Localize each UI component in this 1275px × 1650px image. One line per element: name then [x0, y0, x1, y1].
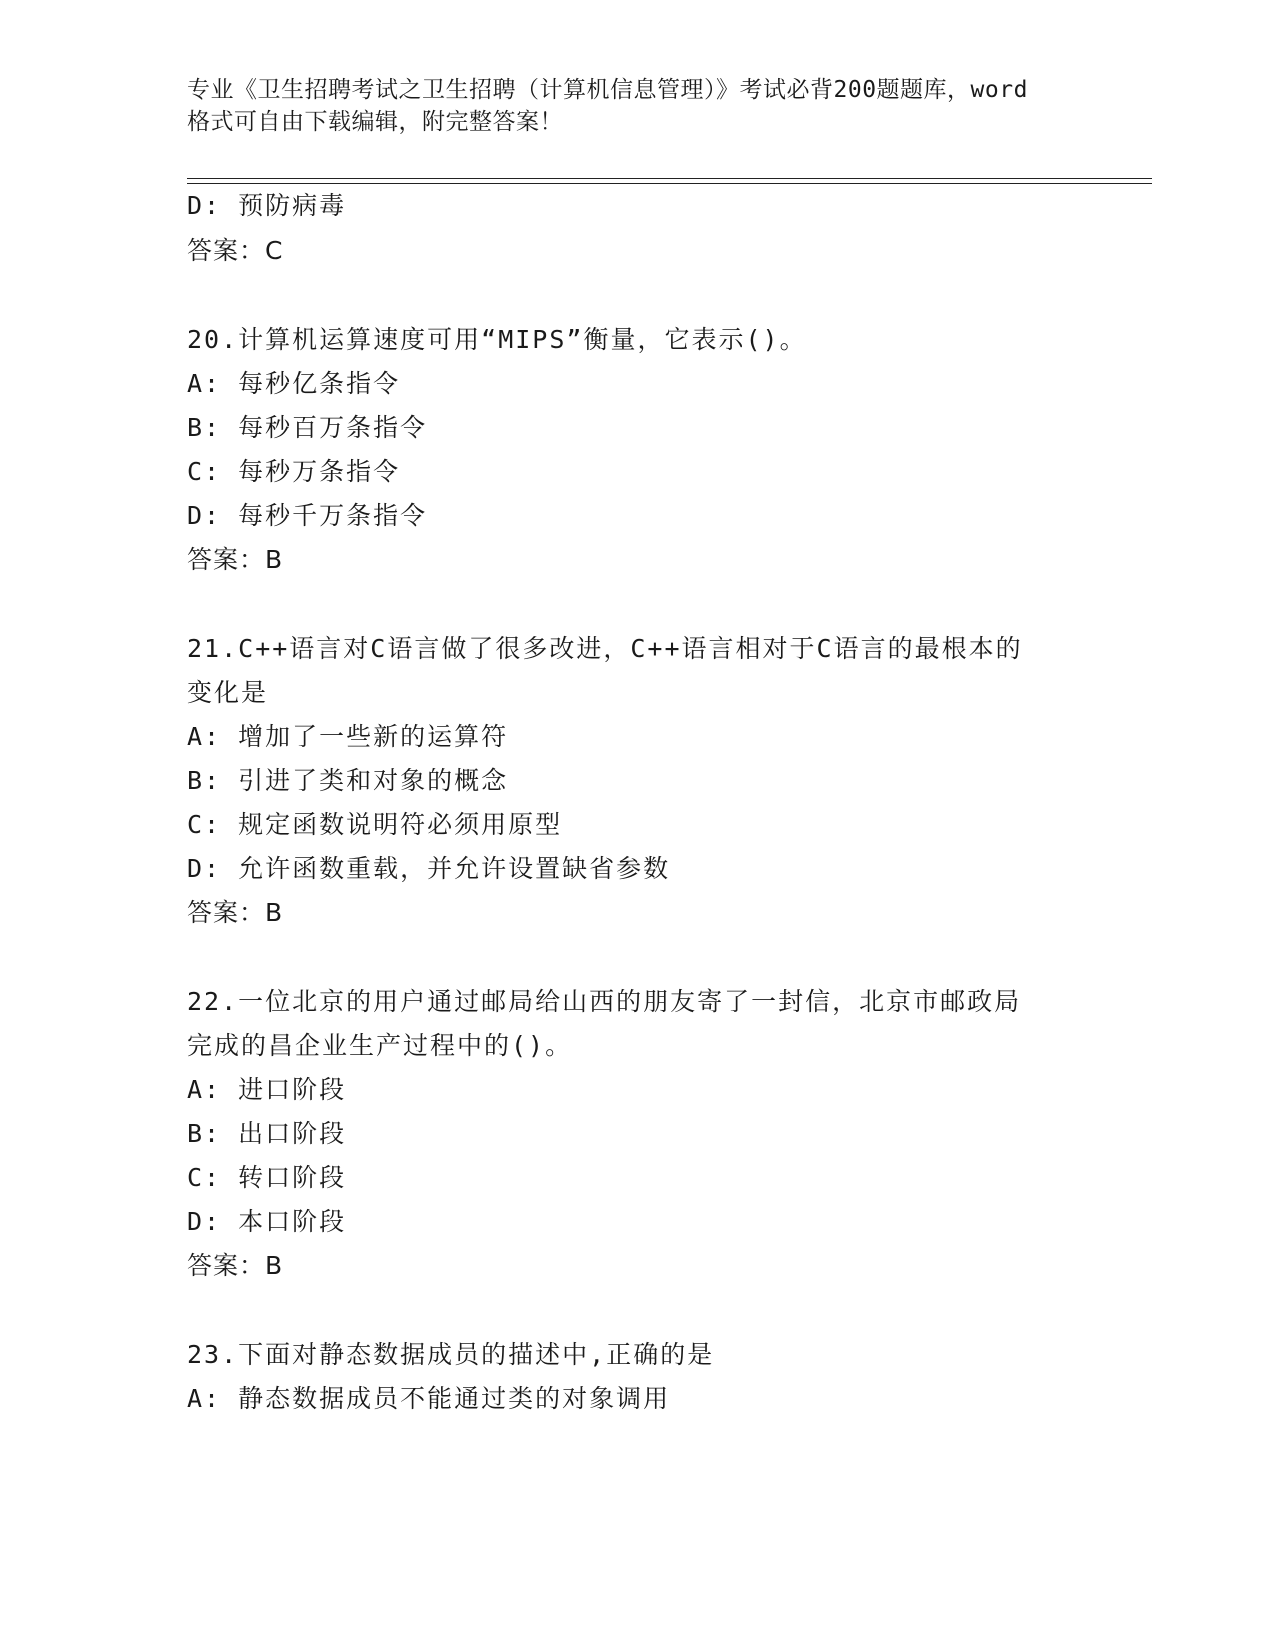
option-d: D: 允许函数重载，并允许设置缺省参数: [187, 854, 671, 883]
question-text-line-1: 22.一位北京的用户通过邮局给山西的朋友寄了一封信，北京市邮政局: [187, 987, 1022, 1016]
answer: 答案：C: [187, 236, 284, 265]
option-c: C: 每秒万条指令: [187, 457, 401, 486]
option-b: B: 引进了类和对象的概念: [187, 766, 509, 795]
option-a: A: 进口阶段: [187, 1075, 347, 1104]
answer: 答案：B: [187, 545, 284, 574]
question-text: 23.下面对静态数据成员的描述中,正确的是: [187, 1340, 715, 1369]
option-d: D: 每秒千万条指令: [187, 501, 428, 530]
question-text-line-2: 完成的昌企业生产过程中的()。: [187, 1031, 573, 1060]
answer: 答案：B: [187, 1251, 284, 1280]
option-a: A: 每秒亿条指令: [187, 369, 401, 398]
option-c: C: 转口阶段: [187, 1163, 347, 1192]
question-text-line-1: 21.C++语言对C语言做了很多改进，C++语言相对于C语言的最根本的: [187, 634, 1023, 663]
header-line-2: 格式可自由下载编辑，附完整答案！: [187, 109, 563, 135]
header-divider-bottom: [187, 183, 1152, 184]
question-text: 20.计算机运算速度可用“MIPS”衡量，它表示()。: [187, 325, 807, 354]
option-b: B: 出口阶段: [187, 1119, 347, 1148]
option-c: C: 规定函数说明符必须用原型: [187, 810, 563, 839]
option-d: D: 本口阶段: [187, 1207, 347, 1236]
header-divider-top: [187, 178, 1152, 179]
option-a: A: 增加了一些新的运算符: [187, 722, 509, 751]
option-d: D: 预防病毒: [187, 191, 347, 220]
answer: 答案：B: [187, 898, 284, 927]
option-a: A: 静态数据成员不能通过类的对象调用: [187, 1384, 671, 1413]
header-line-1: 专业《卫生招聘考试之卫生招聘（计算机信息管理）》考试必背200题题库，word: [187, 77, 1028, 103]
question-text-line-2: 变化是: [187, 678, 269, 707]
document-header: [187, 74, 1087, 138]
option-b: B: 每秒百万条指令: [187, 413, 428, 442]
